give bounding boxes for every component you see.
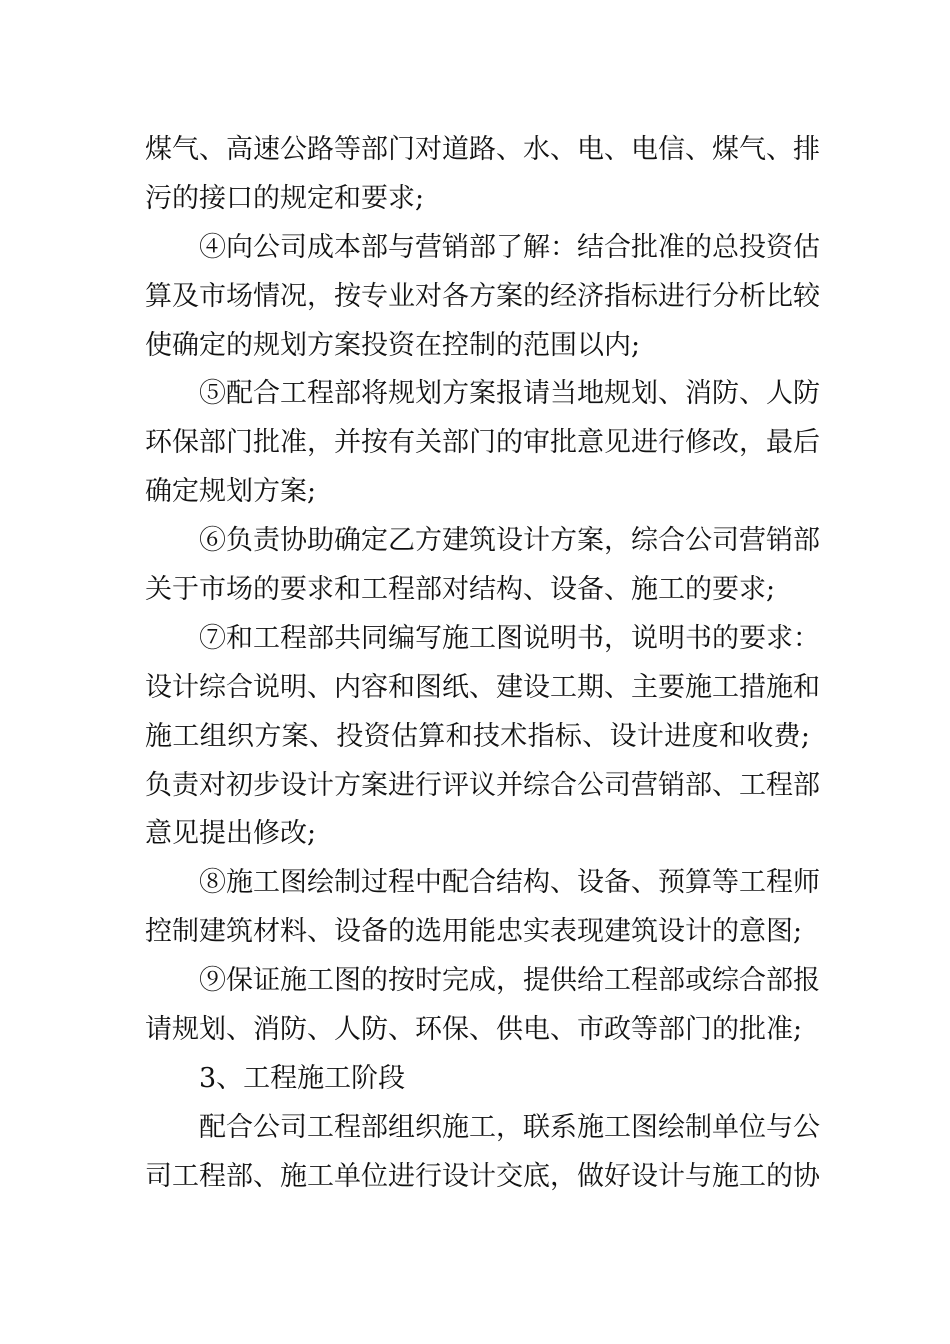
text-line: 环保部门批准，并按有关部门的审批意见进行修改，最后	[145, 427, 820, 459]
text-line: ⑧施工图绘制过程中配合结构、设备、预算等工程师	[199, 867, 820, 899]
text-line: 配合公司工程部组织施工，联系施工图绘制单位与公	[199, 1111, 820, 1143]
body-text	[145, 126, 820, 1202]
text-line: ⑥负责协助确定乙方建筑设计方案，综合公司营销部	[199, 525, 820, 557]
text-line: ④向公司成本部与营销部了解：结合批准的总投资估	[199, 231, 820, 263]
text-line: ⑤配合工程部将规划方案报请当地规划、消防、人防	[199, 378, 820, 410]
text-line: 使确定的规划方案投资在控制的范围以内;	[145, 329, 641, 361]
text-line: 3、工程施工阶段	[199, 1062, 406, 1094]
text-line: 请规划、消防、人防、环保、供电、市政等部门的批准;	[145, 1014, 803, 1046]
text-line: 确定规划方案;	[145, 476, 317, 508]
text-line: 算及市场情况，按专业对各方案的经济指标进行分析比较	[145, 280, 820, 312]
text-line: ⑦和工程部共同编写施工图说明书，说明书的要求：	[199, 622, 820, 654]
text-line: 污的接口的规定和要求;	[145, 182, 425, 214]
text-line: 控制建筑材料、设备的选用能忠实表现建筑设计的意图;	[145, 916, 803, 948]
text-line: 意见提出修改;	[145, 818, 317, 850]
text-line: 司工程部、施工单位进行设计交底，做好设计与施工的协	[145, 1160, 820, 1192]
text-line: 设计综合说明、内容和图纸、建设工期、主要施工措施和	[145, 671, 820, 703]
text-line: 负责对初步设计方案进行评议并综合公司营销部、工程部	[145, 769, 820, 801]
text-line: 施工组织方案、投资估算和技术指标、设计进度和收费;	[145, 720, 810, 752]
text-line: 煤气、高速公路等部门对道路、水、电、电信、煤气、排	[145, 134, 820, 165]
text-line: 关于市场的要求和工程部对结构、设备、施工的要求;	[145, 574, 776, 606]
text-line: ⑨保证施工图的按时完成，提供给工程部或综合部报	[199, 965, 820, 997]
